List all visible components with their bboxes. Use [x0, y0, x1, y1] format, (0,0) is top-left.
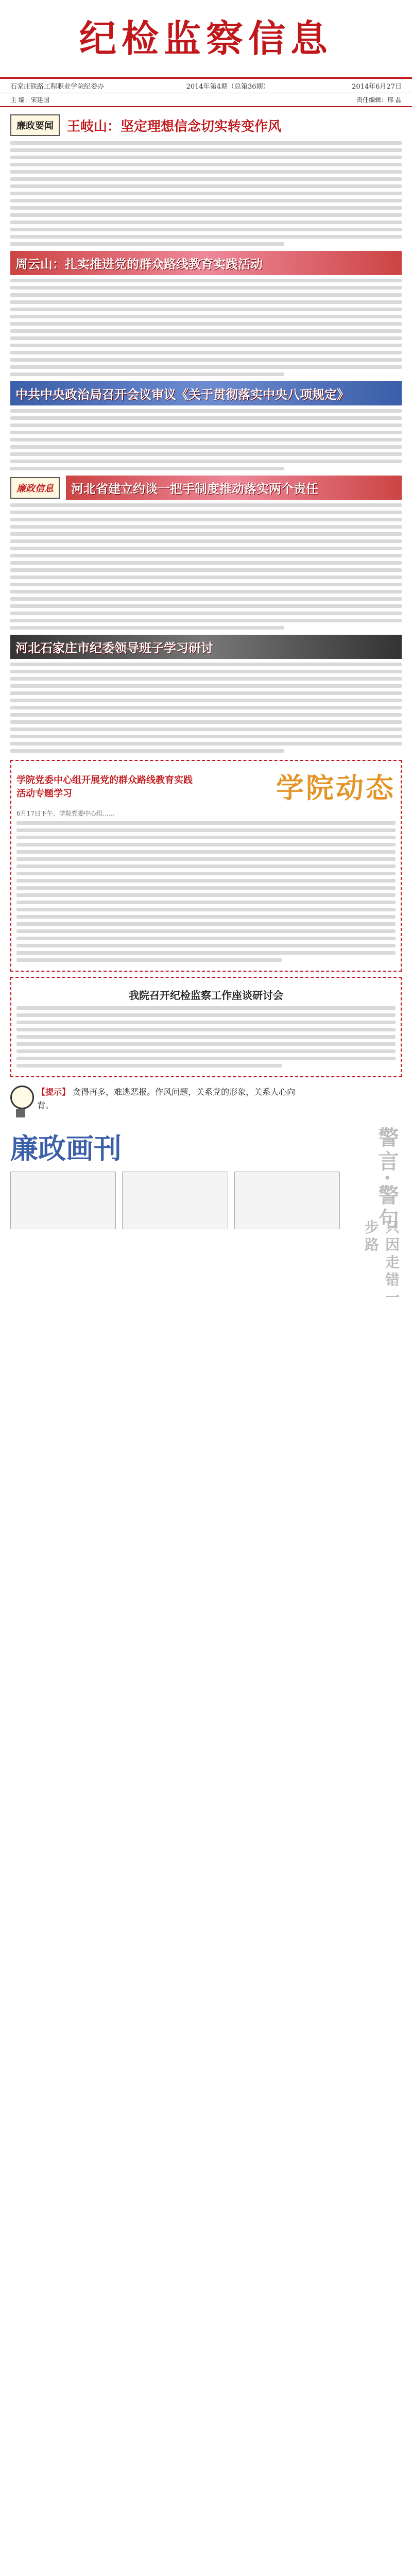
sub-article-title: 我院召开纪检监察工作座谈研讨会 [129, 989, 283, 1002]
quote-text: 贪得再多，难逃恶报。作风问题，关系党的形象，关系人心向背。 [37, 1087, 296, 1110]
section-label-cartoon: 廉政画刊 [10, 1132, 122, 1165]
article-3 [10, 381, 402, 470]
editor-bar [0, 93, 412, 107]
issue-date: 2014年6月27日 [352, 83, 402, 91]
article-2-body [10, 279, 402, 376]
issue-number: 2014年第4期（总第36期） [186, 83, 270, 91]
article-5-body [10, 663, 402, 753]
article-5 [10, 635, 402, 753]
article-5-banner: 河北石家庄市纪委领导班子学习研讨 [10, 635, 402, 659]
campus-news-title: 学院党委中心组开展党的群众路线教育实践活动专题学习 [16, 774, 193, 799]
light-bulb-icon [10, 1086, 31, 1116]
article-3-banner: 中共中央政治局召开会议审议《关于贯彻落实中央八项规定》 [10, 381, 402, 405]
campus-news-dateline: 6月17日下午，学院党委中心组…… [16, 810, 115, 817]
cartoon-panels [10, 1172, 340, 1229]
sub-article-body [16, 1006, 396, 1067]
quote-label: 【提示】 [37, 1087, 71, 1097]
article-3-body [10, 409, 402, 470]
masthead-title: 纪检监察信息 [79, 16, 333, 60]
article-4-banner: 河北省建立约谈一把手制度推动落实两个责任 [66, 476, 402, 500]
campus-news-box [10, 760, 402, 972]
responsible-editor: 责任编辑：邢 晶 [356, 96, 402, 104]
cartoon-section [10, 1127, 402, 1312]
chief-editor: 主 编：宋建国 [10, 96, 49, 104]
article-2 [10, 251, 402, 376]
section-label-campus: 学院动态 [276, 771, 396, 804]
side-decoration-1: 警言·警句 [375, 1127, 399, 1232]
section-label-news: 廉政要闻 [10, 114, 60, 136]
article-2-banner: 周云山：扎实推进党的群众路线教育实践活动 [10, 251, 402, 275]
article-4 [10, 476, 402, 630]
masthead [0, 0, 412, 77]
section-label-column2: 廉政信息 [10, 477, 60, 499]
article-1 [10, 114, 402, 246]
issue-bar [0, 77, 412, 93]
sub-article [10, 977, 402, 1077]
side-decoration-2: 只因走错一步路 [363, 1219, 400, 1307]
article-1-title: 王岐山：坚定理想信念切实转变作风 [67, 118, 282, 134]
quote-block [10, 1086, 402, 1116]
cartoon-panel-3 [234, 1172, 340, 1229]
issuing-unit: 石家庄铁路工程职业学院纪委办 [10, 83, 105, 91]
article-1-body [10, 141, 402, 246]
cartoon-panel-2 [122, 1172, 228, 1229]
cartoon-panel-1 [10, 1172, 116, 1229]
campus-news-body [16, 821, 396, 962]
article-4-body [10, 503, 402, 630]
